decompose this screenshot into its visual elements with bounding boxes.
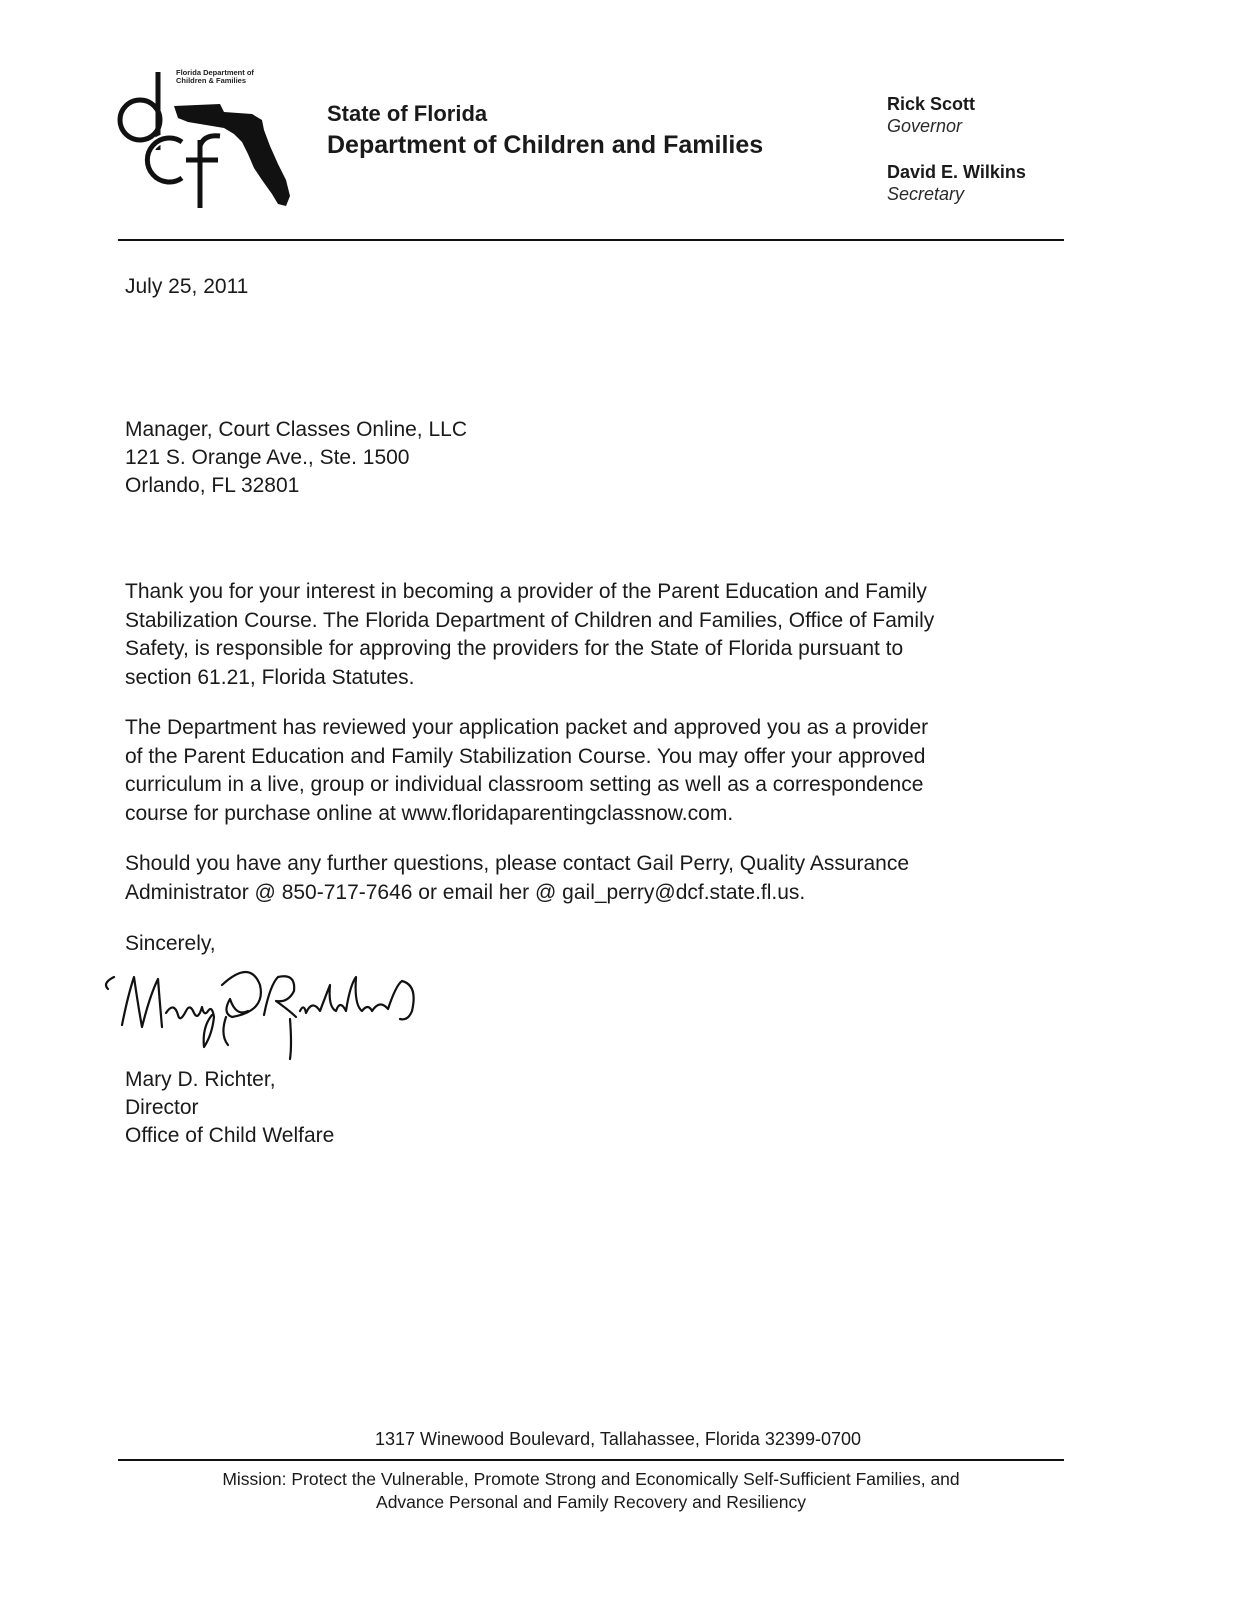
dcf-logo — [112, 68, 297, 213]
official-name-secretary: David E. Wilkins — [887, 162, 1026, 182]
logo-caption-line1: Florida Department of — [176, 68, 254, 77]
paragraph-line: course for purchase online at www.floridaparentingclassnow.com. — [125, 801, 734, 825]
signer-name: Mary D. Richter, — [125, 1068, 276, 1091]
paragraph-line: curriculum in a live, group or individual classroom setting as well as a correspondence — [125, 773, 924, 796]
recipient-line: Manager, Court Classes Online, LLC — [125, 418, 467, 441]
florida-map-icon — [174, 104, 290, 206]
paragraph-line: Thank you for your interest in becoming a provider of the Parent Education and Family — [125, 580, 927, 603]
org-state: State of Florida — [327, 101, 488, 126]
paragraph-line: of the Parent Education and Family Stabilization Course. You may offer your approved — [125, 744, 926, 768]
signer-office: Office of Child Welfare — [125, 1124, 335, 1147]
paragraph-line: Should you have any further questions, please contact Gail Perry, Quality Assurance — [125, 852, 910, 875]
mission-statement — [118, 1468, 1064, 1514]
recipient-line: 121 S. Orange Ave., Ste. 1500 — [125, 446, 410, 469]
letter-date: July 25, 2011 — [125, 275, 249, 298]
paragraph-3 — [125, 850, 1085, 907]
header-rule — [118, 239, 1064, 241]
recipient-line: Orlando, FL 32801 — [125, 474, 300, 497]
footer-rule — [118, 1459, 1064, 1461]
paragraph-line: Stabilization Course. The Florida Department of Children and Families, Office of Family — [125, 608, 935, 632]
signature-graphic — [100, 955, 460, 1070]
paragraph-line: Administrator @ 850-717-7646 or email her @ gail_perry@dcf.state.fl.us. — [125, 880, 806, 904]
logo-caption-line2: Children & Families — [176, 76, 247, 85]
signer-block — [125, 1066, 334, 1150]
official-title-secretary: Secretary — [887, 184, 965, 204]
footer-address: 1317 Winewood Boulevard, Tallahassee, Florida 32399-0700 — [375, 1429, 861, 1449]
org-department: Department of Children and Families — [327, 131, 764, 159]
paragraph-1 — [125, 578, 1085, 692]
paragraph-line: The Department has reviewed your application packet and approved you as a provider — [125, 716, 929, 739]
paragraph-line: section 61.21, Florida Statutes. — [125, 665, 415, 689]
officials-block — [887, 93, 1026, 205]
official-name-governor: Rick Scott — [887, 94, 976, 114]
recipient-address — [125, 416, 467, 500]
paragraph-line: Safety, is responsible for approving the providers for the State of Florida pursuant to — [125, 637, 904, 660]
paragraph-2 — [125, 714, 1085, 828]
handwritten-signature — [100, 955, 460, 1070]
mission-line-2: Advance Personal and Family Recovery and Resiliency — [376, 1492, 806, 1512]
official-title-governor: Governor — [887, 116, 963, 136]
mission-line-1: Mission: Protect the Vulnerable, Promote Strong and Economically Self-Sufficient Families, and — [222, 1469, 960, 1489]
closing: Sincerely, — [125, 932, 216, 955]
dcf-logo-graphic — [112, 68, 297, 213]
logo-caption — [176, 69, 296, 85]
signer-title: Director — [125, 1096, 199, 1119]
